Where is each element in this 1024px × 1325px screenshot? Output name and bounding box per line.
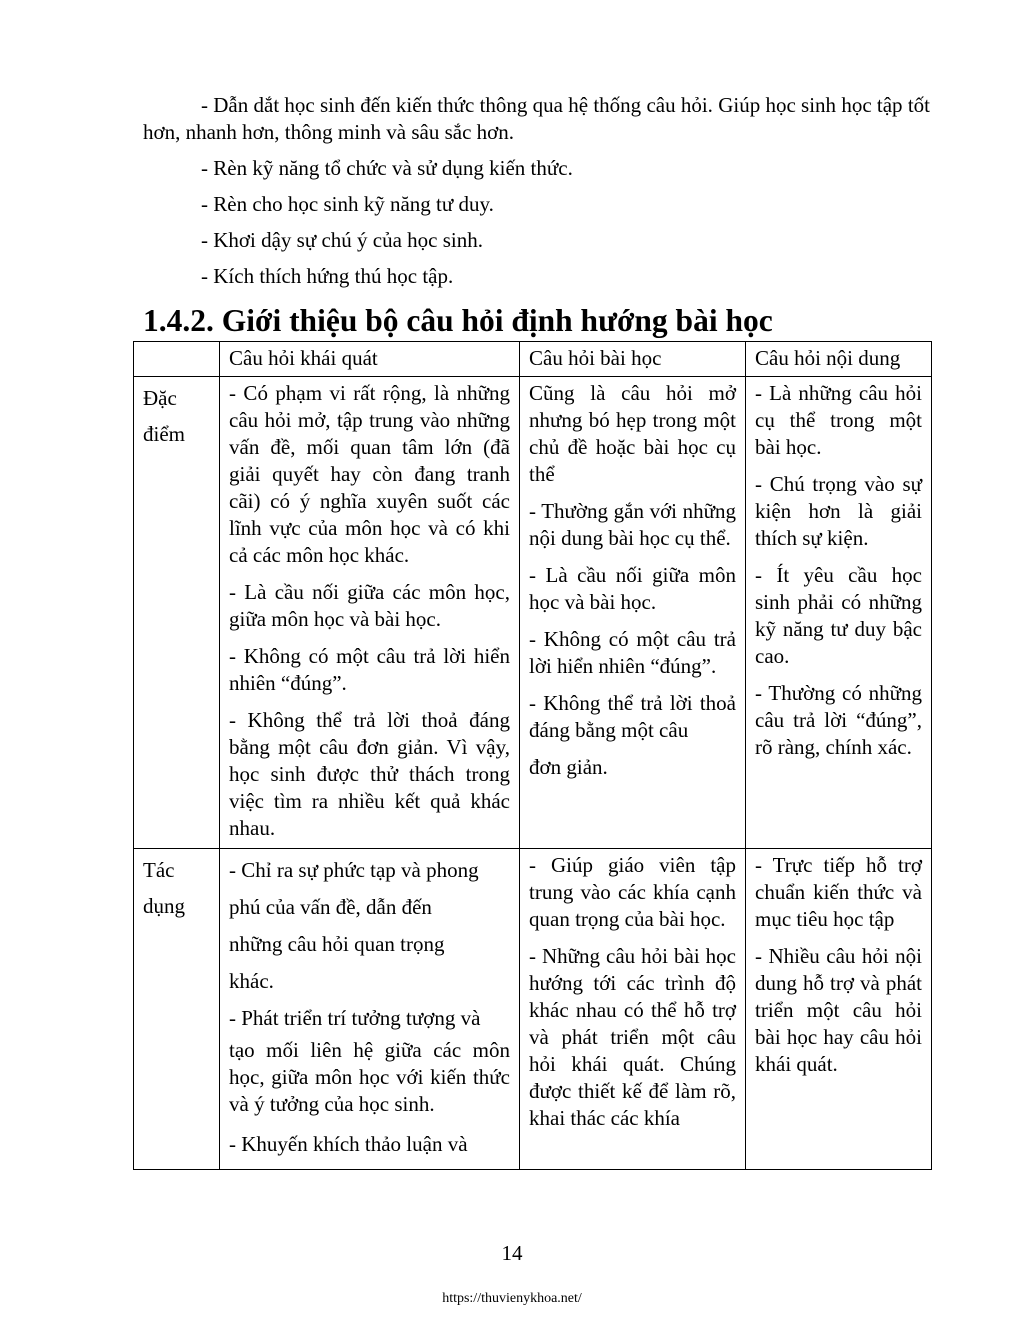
cell-paragraph: - Không thể trả lời thoả đáng bằng một câu đơn giản. Vì vậy, học sinh được thử thách trong việc tìm ra nhiều kết quả khác nhau.: [229, 708, 510, 840]
table-row: [134, 849, 932, 1170]
footer-url: https://thuvienykhoa.net/: [442, 1291, 582, 1306]
table-header-cell: Câu hỏi bài học: [520, 342, 746, 377]
intro-paragraph: - Rèn kỹ năng tổ chức và sử dụng kiến thức.: [201, 156, 573, 180]
cell-paragraph: - Không có một câu trả lời hiển nhiên “đúng”.: [229, 644, 510, 695]
table-header-cell: [134, 342, 220, 377]
cell-paragraph: - Là cầu nối giữa môn học và bài học.: [529, 563, 736, 614]
cell-paragraph: - Chỉ ra sự phức tạp và phong: [229, 858, 479, 882]
intro-paragraph: - Kích thích hứng thú học tập.: [201, 264, 454, 288]
table-row: [134, 377, 932, 849]
cell-paragraph: - Thường có những câu trả lời “đúng”, rõ ràng, chính xác.: [755, 681, 922, 759]
table-cell: [220, 377, 520, 849]
page-number: 14: [501, 1241, 523, 1265]
row-label: Tác dụng: [134, 849, 220, 1170]
cell-paragraph: - Thường gắn với những nội dung bài học cụ thể.: [529, 499, 736, 550]
table-header-cell: Câu hỏi khái quát: [220, 342, 520, 377]
intro-paragraph: - Dẫn dắt học sinh đến kiến thức thông qua hệ thống câu hỏi. Giúp học sinh học tập tốt hơn, nhanh hơn, thông minh và sâu sắc hơn.: [143, 93, 930, 144]
intro-paragraph: - Khơi dậy sự chú ý của học sinh.: [201, 228, 484, 252]
cell-paragraph: - Những câu hỏi bài học hướng tới các trình độ khác nhau có thể hỗ trợ và phát triển một câu hỏi khái quát. Chúng được thiết kế để làm rõ, khai thác các khía: [529, 944, 736, 1130]
table-header-row: [134, 342, 932, 377]
cell-paragraph: - Nhiều câu hỏi nội dung hỗ trợ và phát triển một câu hỏi bài học hay câu hỏi khái quát.: [755, 944, 922, 1076]
cell-paragraph: khác.: [229, 969, 274, 993]
table-cell: [220, 849, 520, 1170]
cell-paragraph: - Trực tiếp hỗ trợ chuẩn kiến thức và mục tiêu học tập: [755, 853, 922, 931]
cell-paragraph: tạo mối liên hệ giữa các môn học, giữa môn học với kiến thức và ý tưởng của học sinh.: [229, 1038, 510, 1116]
cell-paragraph: - Giúp giáo viên tập trung vào các khía cạnh quan trọng của bài học.: [529, 853, 736, 931]
cell-paragraph: - Khuyến khích thảo luận và: [229, 1132, 468, 1156]
row-label: Đặc điểm: [134, 377, 220, 849]
cell-paragraph: - Có phạm vi rất rộng, là những câu hỏi mở, tập trung vào những vấn đề, mối quan tâm lớn (đã giải quyết hay còn đang tranh cãi) có ý nghĩa xuyên suốt các lĩnh vực của môn học và có khi cả các môn học khác.: [229, 381, 510, 567]
intro-section: [143, 92, 930, 299]
cell-paragraph: - Là những câu hỏi cụ thể trong một bài học.: [755, 381, 922, 459]
cell-paragraph: đơn giản.: [529, 755, 608, 779]
intro-paragraph: - Rèn cho học sinh kỹ năng tư duy.: [201, 192, 494, 216]
cell-paragraph: - Là cầu nối giữa các môn học, giữa môn học và bài học.: [229, 580, 510, 631]
cell-paragraph: những câu hỏi quan trọng: [229, 932, 445, 956]
table-cell: [520, 849, 746, 1170]
table-cell: [746, 377, 932, 849]
cell-paragraph: phú của vấn đề, dẫn đến: [229, 895, 432, 919]
section-heading: 1.4.2. Giới thiệu bộ câu hỏi định hướng bài học: [143, 303, 773, 338]
cell-paragraph: - Không thể trả lời thoả đáng bằng một câu: [529, 691, 736, 742]
cell-paragraph: - Chú trọng vào sự kiện hơn là giải thích sự kiện.: [755, 472, 922, 550]
table-header-cell: Câu hỏi nội dung: [746, 342, 932, 377]
cell-paragraph: - Ít yêu cầu học sinh phải có những kỹ năng tư duy bậc cao.: [755, 563, 922, 668]
cell-paragraph: - Không có một câu trả lời hiển nhiên “đúng”.: [529, 627, 736, 678]
table-cell: [520, 377, 746, 849]
cell-paragraph: - Phát triển trí tưởng tượng và: [229, 1006, 481, 1030]
cell-paragraph: Cũng là câu hỏi mở nhưng bó hẹp trong một chủ đề hoặc bài học cụ thể: [529, 381, 736, 486]
question-table: [133, 341, 932, 1170]
table-cell: [746, 849, 932, 1170]
